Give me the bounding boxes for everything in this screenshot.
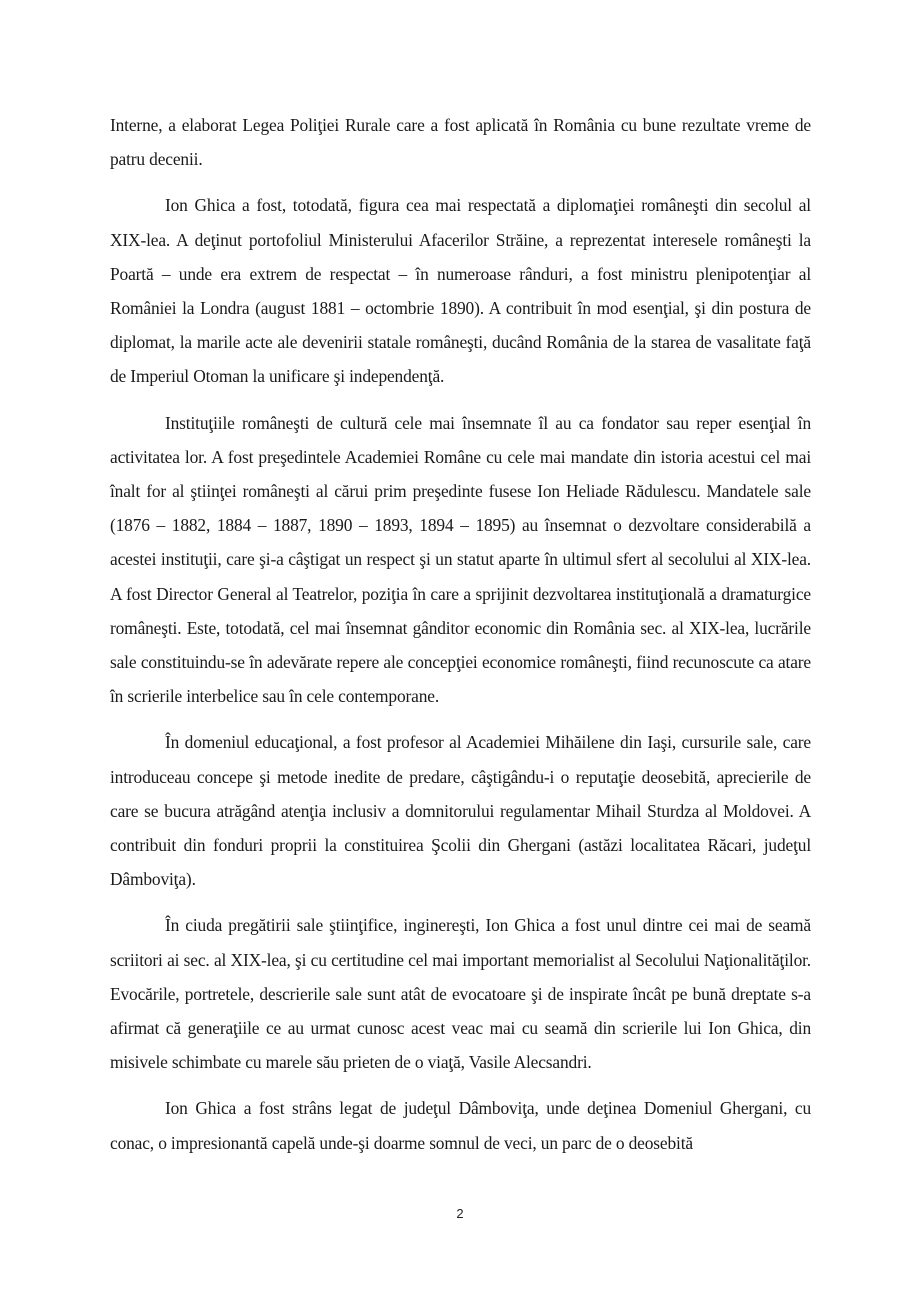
paragraph-4: În domeniul educaţional, a fost profesor al Academiei Mihăilene din Iaşi, cursurile sale, care introduceau concepe şi metode inedite de predare, câştigându-i o reputaţie deosebită, aprecierile de care se bucura atrăgând atenţia inclusiv a domnitorului regulamentar Mihail Sturdza al Moldovei. A contribuit din fonduri proprii la constituirea Şcolii din Ghergani (astăzi localitatea Răcari, judeţul Dâmboviţa). bbox=[110, 732, 811, 890]
paragraph-5: În ciuda pregătirii sale ştiinţifice, inginereşti, Ion Ghica a fost unul dintre cei mai de seamă scriitori ai sec. al XIX-lea, şi cu certitudine cel mai important memorialist al Secolului Naţionalităţilor. Evocările, portretele, descrierile sale sunt atât de evocatoare şi de inspirate încât pe bună dreptate s-a afirmat că generaţiile ce au urmat cunosc acest veac mai cu seamă din scrierile lui Ion Ghica, din misivele schimbate cu marele său prieten de o viaţă, Vasile Alecsandri. bbox=[110, 915, 811, 1073]
page-number: 2 bbox=[456, 1206, 464, 1221]
paragraph-1: Interne, a elaborat Legea Poliţiei Rurale care a fost aplicată în România cu bune rezultate vreme de patru decenii. bbox=[110, 115, 811, 170]
paragraph-2: Ion Ghica a fost, totodată, figura cea mai respectată a diplomaţiei româneşti din secolul al XIX-lea. A deţinut portofoliul Ministerului Afacerilor Străine, a reprezentat interesele româneşti la Poartă – unde era extrem de respectat – în numeroase rânduri, a fost ministru plenipotenţiar al României la Londra (august 1881 – octombrie 1890). A contribuit în mod esenţial, şi din postura de diplomat, la marile acte ale devenirii statale româneşti, ducând România de la starea de vasalitate faţă de Imperiul Otoman la unificare şi independenţă. bbox=[110, 195, 811, 387]
paragraph-6: Ion Ghica a fost strâns legat de judeţul Dâmboviţa, unde deţinea Domeniul Ghergani, cu conac, o impresionantă capelă unde-şi doarme somnul de veci, un parc de o deosebită bbox=[110, 1098, 811, 1153]
paragraph-3: Instituţiile româneşti de cultură cele mai însemnate îl au ca fondator sau reper esenţial în activitatea lor. A fost preşedintele Academiei Române cu cele mai mandate din istoria acestui cel mai înalt for al ştiinţei româneşti al cărui prim preşedinte fusese Ion Heliade Rădulescu. Mandatele sale (1876 – 1882, 1884 – 1887, 1890 – 1893, 1894 – 1895) au însemnat o dezvoltare considerabilă a acestei instituţii, care şi-a câştigat un respect şi un statut aparte în ultimul sfert al secolului al XIX-lea. A fost Director General al Teatrelor, poziţia în care a sprijinit dezvoltarea instituţională a dramaturgice româneşti. Este, totodată, cel mai însemnat gânditor economic din România sec. al XIX-lea, lucrările sale constituindu-se în adevărate repere ale concepţiei economice româneşti, fiind recunoscute ca atare în scrierile interbelice sau în cele contemporane. bbox=[110, 412, 811, 707]
body-text bbox=[110, 108, 811, 1172]
